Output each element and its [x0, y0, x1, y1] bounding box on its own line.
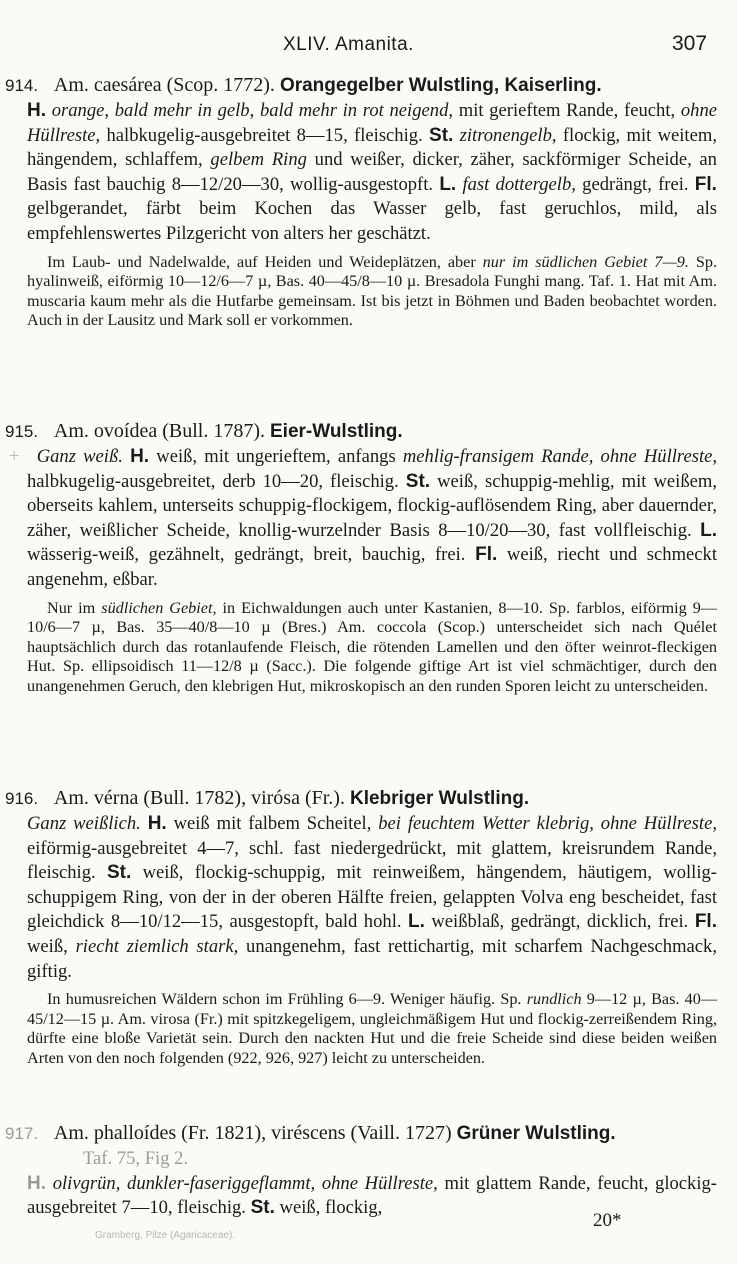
note-text-italic: rundlich	[526, 990, 582, 1009]
hut-label: H.	[27, 100, 46, 121]
hut-text-italic: olivgrün, dunkler-faseriggeflammt, ohne Hüllreste,	[52, 1172, 438, 1194]
common-name: Eier-Wulstling.	[270, 421, 403, 442]
stiel-text-italic: zitronengelb,	[459, 124, 557, 146]
stiel-label: St.	[250, 1197, 275, 1219]
lamellen-text: weißblaß, gedrängt, dicklich, frei.	[431, 911, 689, 933]
entry-heading	[5, 785, 717, 812]
hut-label: H.	[130, 446, 150, 467]
note-text-italic: nur im südlichen Gebiet 7—9.	[482, 252, 689, 271]
habitat-note	[27, 253, 717, 331]
hut-text: mit gerieftem Rande, feucht,	[458, 100, 676, 121]
lamellen-text: gedrängt, frei.	[582, 173, 689, 195]
intro-text-italic: Ganz weißlich.	[27, 813, 141, 834]
fleisch-text-italic: riecht ziemlich stark,	[75, 935, 239, 957]
signature-mark: 20*	[593, 1210, 622, 1231]
note-text: Sp. hyalinweiß, eiförmig 10—12/6—7 µ, Bas. 40—45/8—10 µ. Bresadola Funghi mang. Taf. 1. Hat mit Am. muscaria kaum mehr als die Hutfarbe gemeinsam. Ist bis jetzt in Böhmen und Baden beobachtet worden. Auch in der Lausitz und Mark soll er vorkommen.	[27, 252, 717, 330]
entry-heading	[5, 1120, 717, 1147]
lamellen-label: L.	[700, 519, 717, 541]
entry-number: 914.	[5, 76, 39, 95]
fleisch-text: weiß,	[27, 935, 68, 957]
habitat-note	[27, 599, 717, 697]
stiel-label: St.	[405, 470, 431, 492]
latin-name: Am. ovoídea (Bull. 1787).	[53, 420, 265, 442]
running-title: XLIV. Amanita.	[283, 34, 414, 55]
stiel-text: weiß, flockig-schuppig, mit reinweißem, hängendem, häutigem, wollig-schuppigem Ring, von der in der oberen Hälfte freien, gelappten Volva eng bescheidet, fast gleichdick 8—10/12—15, ausgestopft, bald hohl.	[27, 862, 717, 933]
plate-reference: Taf. 75, Fig 2.	[83, 1148, 189, 1169]
hut-text: weiß, mit ungerieftem, anfangs	[156, 446, 396, 467]
hut-text: mit glattem Rande, feucht, glockig-ausgebreitet 7—10, fleischig.	[27, 1172, 717, 1219]
entry-heading	[5, 418, 717, 445]
species-entry-914	[5, 72, 718, 331]
hut-label: H.	[27, 1172, 46, 1194]
hut-text: weiß mit falbem Scheitel,	[173, 813, 372, 834]
latin-name: Am. phalloídes (Fr. 1821), viréscens (Vaill. 1727)	[53, 1122, 452, 1144]
intro-text-italic: Ganz weiß.	[36, 446, 123, 467]
species-entry-915	[5, 418, 718, 697]
edible-mark: +	[9, 446, 20, 467]
latin-name: Am. vérna (Bull. 1782), virósa (Fr.).	[53, 787, 345, 809]
note-text: 9—12 µ, Bas. 40—45/12—15 µ. Am. virosa (Fr.) mit spitzkegeligem, ungleichmäßigem Hut und flockig-zerreißendem Ring, dürfte eine bloße Varietät sein. Durch den nackten Hut und die freie Scheide sind diese beiden weißen Arten von den noch folgenden (922, 926, 927) leicht zu unterscheiden.	[27, 990, 718, 1067]
note-text: In humusreichen Wäldern schon im Frühling 6—9. Weniger häufig. Sp.	[47, 990, 522, 1009]
hut-text-italic: bei feuchtem Wetter klebrig, ohne Hüllreste,	[378, 813, 717, 834]
fleisch-text: unangenehm, fast rettichartig, mit scharfem Nachgeschmack, giftig.	[27, 935, 717, 982]
entry-heading	[5, 72, 717, 99]
stiel-text-italic: gelbem Ring	[210, 149, 307, 171]
species-entry-917	[5, 1120, 717, 1221]
entry-number: 916.	[5, 789, 39, 808]
fleisch-label: Fl.	[475, 544, 498, 566]
fleisch-label: Fl.	[694, 173, 717, 195]
hut-text: eiförmig-ausgebreitet 4—7, schl. fast niedergedrückt, mit glattem, kreisrundem Rande, fleischig.	[27, 837, 717, 884]
fleisch-text: gelbgerandet, färbt beim Kochen das Wasser gelb, fast geruchlos, mild, als empfehlenswertes Pilzgericht von alters her geschätzt.	[27, 198, 717, 244]
lamellen-label: L.	[439, 173, 457, 195]
hut-label: H.	[147, 813, 167, 834]
fleisch-text: weiß, riecht und schmeckt angenehm, eßbar.	[27, 544, 718, 590]
stiel-text: weiß, schuppig-mehlig, mit weißem, oberseits kahlem, unterseits schuppig-flockigem, flockig-auflösendem Ring, aber dauernder, zäher, weißlicher Scheide, knollig-wurzelnder Basis 8—10/20—30, fast vollfleischig.	[27, 470, 717, 541]
latin-name: Am. caesárea (Scop. 1772).	[53, 74, 275, 96]
note-text-italic: südlichen Gebiet,	[101, 598, 217, 617]
lamellen-label: L.	[408, 911, 425, 933]
lamellen-text: wässerig-weiß, gezähnelt, gedrängt, breit, bauchig, frei.	[27, 544, 466, 566]
fleisch-label: Fl.	[694, 911, 717, 933]
note-text: Nur im	[47, 598, 96, 617]
hut-text-italic: ohne Hüllreste,	[27, 100, 718, 146]
entry-number: 917.	[5, 1124, 39, 1143]
lamellen-text-italic: fast dottergelb,	[462, 173, 576, 195]
hut-text-italic: mehlig-fransigem Rande, ohne Hüllreste,	[402, 446, 718, 467]
page-number: 307	[672, 32, 708, 55]
hut-text: halbkugelig-ausgebreitet 8—15, fleischig.	[106, 124, 423, 146]
description	[9, 445, 718, 593]
species-entry-916	[5, 785, 718, 1069]
description	[27, 99, 717, 247]
stiel-text: weiß, flockig,	[279, 1197, 383, 1219]
page-footer: Gramberg, Pilze (Agaricaceae).	[95, 1230, 236, 1241]
stiel-text: und weißer, dicker, zäher, sackförmiger Scheide, an Basis fast bauchig 8—12/20—30, wollig-ausgestopft.	[27, 149, 717, 195]
hut-text-italic: orange, bald mehr in gelb, bald mehr in rot neigend,	[51, 100, 454, 121]
common-name: Orangegelber Wulstling, Kaiserling.	[279, 75, 602, 96]
common-name: Klebriger Wulstling.	[349, 788, 530, 809]
common-name: Grüner Wulstling.	[456, 1123, 616, 1144]
stiel-label: St.	[429, 124, 454, 146]
habitat-note	[27, 990, 717, 1068]
entry-number: 915.	[5, 422, 39, 441]
stiel-label: St.	[107, 862, 132, 884]
note-text: Im Laub- und Nadelwalde, auf Heiden und Weideplätzen, aber	[47, 252, 476, 271]
hut-text: halbkugelig-ausgebreitet, derb 10—20, fleischig.	[27, 470, 399, 492]
stiel-text: flockig, mit weitem, hängendem, schlaffem,	[27, 124, 717, 171]
note-text: in Eichwaldungen auch unter Kastanien, 8—10. Sp. farblos, eiförmig 9—10/6—7 µ, Bas. 35—40/8—10 µ (Bres.) Am. coccola (Scop.) unterscheidet sich nach Quélet hauptsächlich durch das rotanlaufende Fleisch, die rötenden Lamellen und den öfter weinrot-fleckigen Hut. Sp. ellipsoidisch 11—12/8 µ (Sacc.). Die folgende giftige Art ist viel schmächtiger, durch den unangenehmen Geruch, den klebrigen Hut, mikroskopisch an den runden Sporen leicht zu unterscheiden.	[27, 598, 718, 695]
page-header	[0, 32, 737, 62]
description	[27, 812, 717, 984]
